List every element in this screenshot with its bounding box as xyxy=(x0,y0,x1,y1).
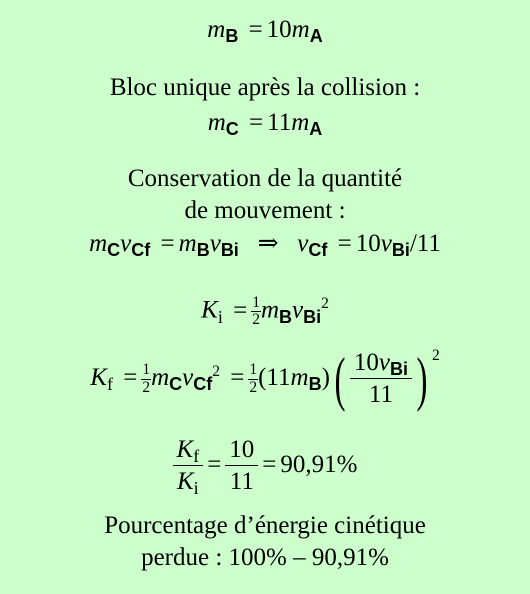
equals-sign: = xyxy=(262,450,277,478)
equals-sign: = xyxy=(160,230,175,257)
coefficient: 11 xyxy=(266,363,291,391)
right-paren: ) xyxy=(321,363,330,391)
symbol-v: v xyxy=(378,349,390,376)
symbol-m: m xyxy=(207,109,226,136)
equals-sign: = xyxy=(230,363,245,391)
subscript-c: C xyxy=(169,374,183,395)
symbol-v: v xyxy=(380,230,392,257)
symbol-m: m xyxy=(151,363,170,391)
half-fraction xyxy=(248,362,258,396)
subscript-b: B xyxy=(308,374,322,395)
fraction-denominator: 11 xyxy=(368,380,393,408)
symbol-m: m xyxy=(291,109,310,136)
coefficient: 11 xyxy=(267,109,292,136)
power: 2 xyxy=(431,347,440,365)
big-left-paren: ( xyxy=(334,346,346,413)
power: 2 xyxy=(321,295,329,313)
symbol-v: v xyxy=(297,230,309,257)
subscript-bi: Bi xyxy=(303,306,322,327)
subscript-b: B xyxy=(225,26,239,47)
numerator: 1 xyxy=(252,294,260,311)
subscript-a: A xyxy=(309,26,323,47)
equation-kf xyxy=(0,346,530,413)
subscript-cf: Cf xyxy=(308,240,328,261)
symbol-m: m xyxy=(291,16,310,43)
equation-momentum xyxy=(0,230,530,261)
fraction-numerator xyxy=(350,349,412,379)
left-paren: ( xyxy=(258,363,267,391)
half-fraction xyxy=(141,362,151,396)
velocity-fraction xyxy=(350,349,412,410)
equation-ratio xyxy=(0,436,530,497)
equals-sign: = xyxy=(207,450,222,478)
symbol-k: K xyxy=(176,467,194,495)
subscript-i: i xyxy=(217,306,223,327)
subscript-cf: Cf xyxy=(131,240,151,261)
fraction-denominator: 11 xyxy=(229,467,254,495)
subscript-bi: Bi xyxy=(220,240,239,261)
text-conservation-1: Conservation de la quantité xyxy=(127,165,403,192)
subscript-c: C xyxy=(225,119,239,140)
half-fraction xyxy=(251,295,261,329)
text-percentage-1: Pourcentage d’énergie cinétique xyxy=(104,512,426,539)
subscript-f: f xyxy=(193,446,200,467)
subscript-b: B xyxy=(279,306,292,327)
equals-sign: = xyxy=(123,363,138,391)
coefficient: 10 xyxy=(266,16,292,43)
symbol-m: m xyxy=(260,296,279,324)
equals-sign: = xyxy=(249,109,264,136)
symbol-m: m xyxy=(178,230,197,257)
fraction-denominator xyxy=(173,466,204,497)
numerator: 1 xyxy=(142,361,151,379)
subscript-bi: Bi xyxy=(391,240,410,261)
equation-mass-b xyxy=(0,16,530,47)
coefficient: 10 xyxy=(353,349,379,376)
equation-ki xyxy=(0,295,530,329)
symbol-k: K xyxy=(90,363,107,391)
equals-sign: = xyxy=(248,16,263,43)
equals-sign: = xyxy=(233,296,248,324)
fraction-numerator: 10 xyxy=(225,436,258,466)
big-right-paren: ) xyxy=(416,346,428,413)
text-single-block: Bloc unique après la collision : xyxy=(109,74,421,101)
fraction-numerator xyxy=(173,436,204,466)
k-ratio-fraction xyxy=(173,436,204,497)
subscript-c: C xyxy=(107,240,121,261)
ratio-result: 90,91% xyxy=(280,450,358,478)
subscript-i: i xyxy=(193,477,199,498)
coefficient: 10 xyxy=(355,230,381,257)
symbol-v: v xyxy=(209,230,221,257)
subscript-f: f xyxy=(106,374,113,395)
equals-sign: = xyxy=(337,230,352,257)
numerator: 1 xyxy=(249,361,258,379)
symbol-v: v xyxy=(182,363,194,391)
subscript-b: B xyxy=(196,240,210,261)
symbol-m: m xyxy=(207,16,226,43)
subscript-bi: Bi xyxy=(389,359,408,380)
symbol-v: v xyxy=(292,296,304,324)
power: 2 xyxy=(212,362,220,380)
implies-arrow: ⇒ xyxy=(257,230,279,257)
number-fraction xyxy=(225,436,258,497)
slash: / xyxy=(409,230,417,257)
symbol-k: K xyxy=(176,436,194,463)
subscript-a: A xyxy=(309,119,323,140)
symbol-m: m xyxy=(290,363,309,391)
equation-mass-c xyxy=(0,109,530,140)
denominator: 2 xyxy=(142,378,151,396)
denominator: 11 xyxy=(416,230,441,257)
subscript-cf: Cf xyxy=(193,374,213,395)
text-percentage-2: perdue : 100% – 90,91% xyxy=(141,544,389,571)
symbol-m: m xyxy=(89,230,108,257)
denominator: 2 xyxy=(252,311,260,329)
denominator: 2 xyxy=(249,378,258,396)
text-conservation-2: de mouvement : xyxy=(184,197,346,224)
symbol-v: v xyxy=(120,230,132,257)
symbol-k: K xyxy=(201,296,218,324)
